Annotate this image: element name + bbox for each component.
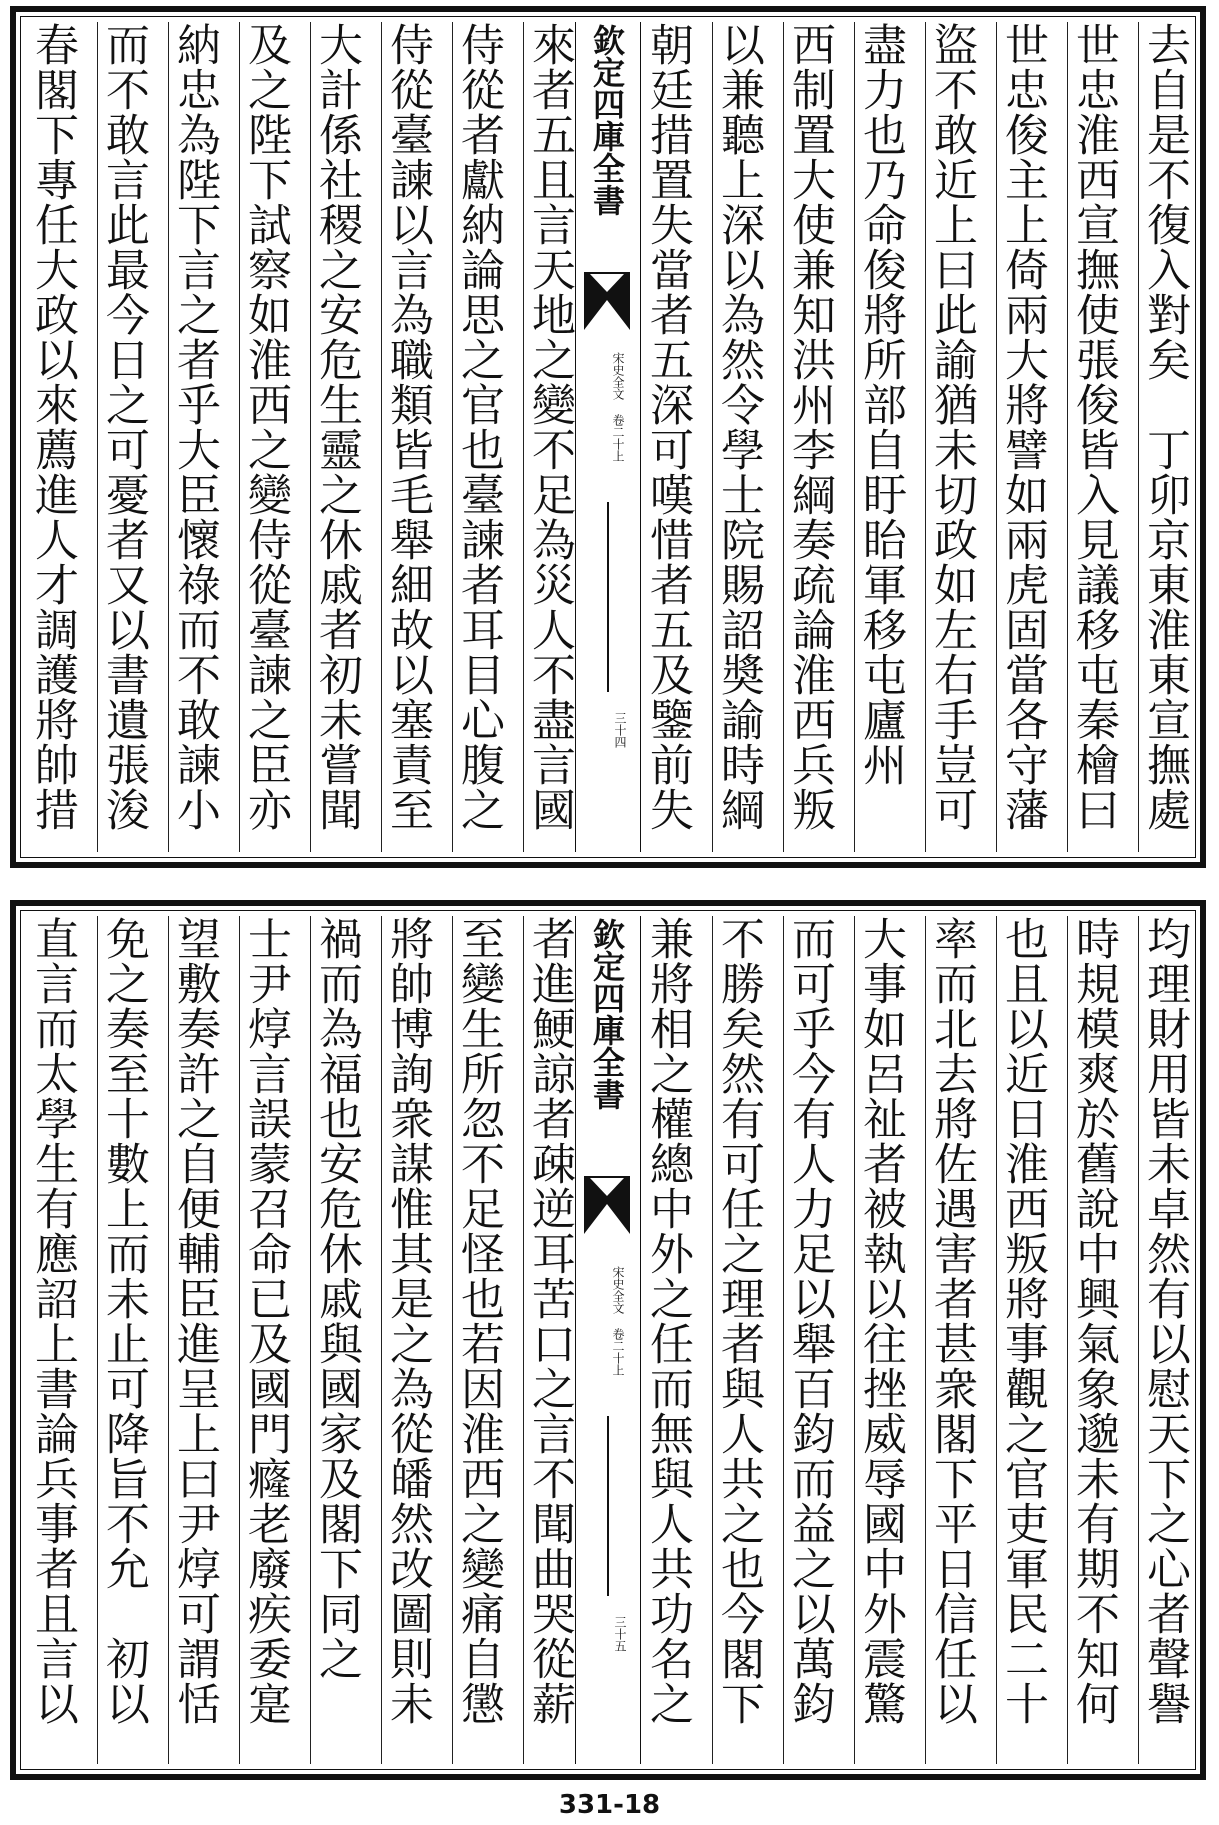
top-page-content [26, 22, 1190, 852]
text-column: 春閣下專任大政以來薦進人才調護將帥措 [27, 22, 78, 832]
text-column: 率而北去將佐遇害者甚衆閣下平日信任以 [925, 916, 977, 1764]
top-right-half [641, 22, 1190, 852]
text-column: 世忠淮西宣撫使張俊皆入見議移屯秦檜曰 [1067, 22, 1119, 852]
text-column: 世忠俊主上倚兩大將譬如兩虎固當各守藩 [996, 22, 1048, 852]
bottom-page-content [26, 916, 1190, 1764]
text-column: 大事如呂祉者被執以往挫威辱國中外震驚 [854, 916, 906, 1764]
spine-subtitle: 宋史全文 卷二十上 [611, 1266, 625, 1376]
spine-title: 欽定四庫全書 [588, 918, 626, 1110]
fishtail-mark-icon [582, 272, 632, 332]
fishtail-mark-icon [582, 1176, 632, 1236]
text-column: 侍從者獻納論思之官也臺諫者耳目心腹之 [452, 22, 504, 852]
spine-subtitle: 宋史全文 卷二十上 [611, 352, 625, 462]
text-column: 直言而太學生有應詔上書論兵事者且言以 [27, 916, 78, 1726]
text-column: 至變生所忽不足怪也若因淮西之變痛自懲 [452, 916, 504, 1764]
text-column: 侍從臺諫以言為職類皆毛舉細故以塞責至 [381, 22, 433, 852]
text-column: 納忠為陛下言之者乎大臣懷祿而不敢諫小 [168, 22, 220, 852]
text-column: 者進鯁諒者疎逆耳苦口之言不聞曲哭從薪 [523, 916, 575, 1764]
text-column: 而不敢言此最今日之可憂者又以書遺張浚 [97, 22, 149, 852]
text-column: 去自是不復入對矣 丁卯京東淮東宣撫處 [1138, 22, 1190, 852]
text-column: 不勝矣然有可任之理者與人共之也今閣下 [712, 916, 764, 1764]
top-left-half [26, 22, 575, 852]
book-spine [575, 916, 641, 1764]
text-column: 時規模爽於舊說中興氣象邈未有期不知何 [1067, 916, 1119, 1764]
spine-title: 欽定四庫全書 [588, 24, 626, 216]
text-column: 來者五且言天地之變不足為災人不盡言國 [523, 22, 575, 852]
top-page [10, 6, 1206, 868]
text-column: 而可乎今有人力足以舉百鈞而益之以萬鈞 [783, 916, 835, 1764]
book-spine [575, 22, 641, 852]
page-label: 331-18 [558, 1790, 661, 1820]
spine-rule [607, 502, 609, 692]
bottom-page [10, 900, 1206, 1780]
text-column: 也且以近日淮西叛將事觀之官吏軍民二十 [996, 916, 1048, 1764]
text-column: 大計係社稷之安危生靈之休戚者初未嘗聞 [310, 22, 362, 852]
text-column: 均理財用皆未卓然有以慰天下之心者聲譽 [1138, 916, 1190, 1764]
text-column: 將帥博詢衆謀惟其是之為從皤然改圖則未 [381, 916, 433, 1764]
text-column: 盜不敢近上曰此諭猶未切政如左右手豈可 [925, 22, 977, 852]
text-column: 西制置大使兼知洪州李綱奏疏論淮西兵叛 [783, 22, 835, 852]
bottom-right-half [641, 916, 1190, 1764]
text-column: 望敷奏許之自便輔臣進呈上曰尹焞可謂恬 [168, 916, 220, 1764]
text-column: 士尹焞言誤蒙召命已及國門癃老廢疾委寔 [239, 916, 291, 1764]
text-column: 以兼聽上深以為然令學士院賜詔奬諭時綱 [712, 22, 764, 852]
text-column: 免之奏至十數上而未止可降旨不允 初以 [97, 916, 149, 1764]
text-column: 兼將相之權總中外之任而無與人共功名之 [642, 916, 693, 1726]
text-column: 朝廷措置失當者五深可嘆惜者五及鑒前失 [642, 22, 693, 832]
text-column: 及之陛下試察如淮西之變侍從臺諫之臣亦 [239, 22, 291, 852]
bottom-left-half [26, 916, 575, 1764]
text-column: 禍而為福也安危休戚與國家及閣下同之 [310, 916, 362, 1764]
spine-rule [607, 1416, 609, 1596]
spine-page-number: 三十五 [613, 1616, 627, 1652]
spine-page-number: 三十四 [613, 712, 627, 748]
text-column: 盡力也乃命俊將所部自盱眙軍移屯廬州 [854, 22, 906, 852]
